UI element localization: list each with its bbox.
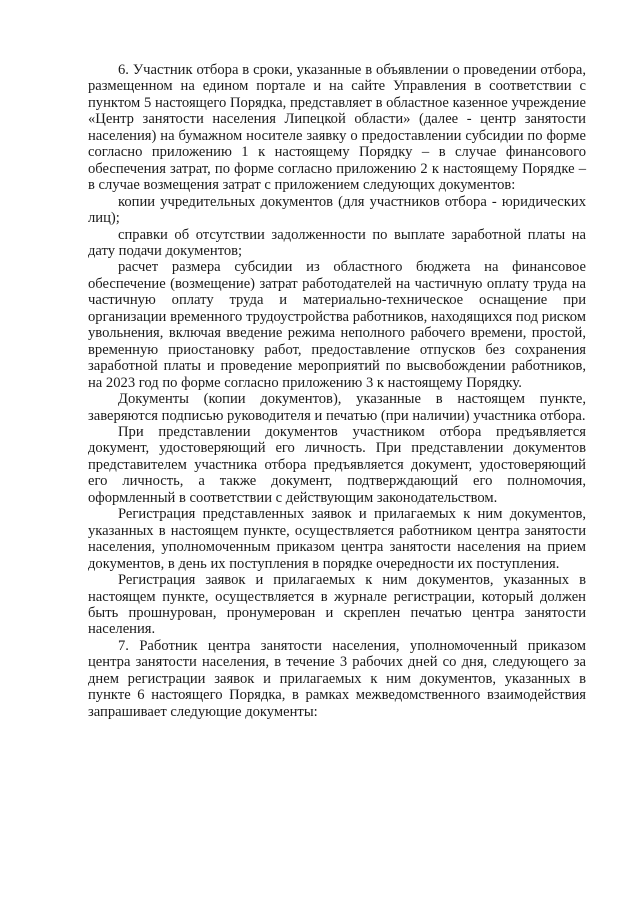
list-item-subsidy-calculation: расчет размера субсидии из областного бюджета на финансовое обеспечение (возмещение) затрат работодателей на частичную оплату труда на частичную оплату труда и материально-техническое оснащение при организации временного трудоустройства работников, находящихся под риском увольнения, включая введение режима неполного рабочего времени, простой, временную приостановку работ, предоставление отпусков без сохранения заработной платы и проведение мероприятий по высвобождении работников, на 2023 год по форме согласно приложению 3 к настоящему Порядку. <box>88 259 586 391</box>
paragraph-identity-documents: При представлении документов участником отбора предъявляется документ, удостоверяющий его личность. При представлении документов представителем участника отбора предъявляется документ, удостоверяющий его личность, а также документ, подтверждающий его полномочия, оформленный в соответствии с действующим законодательством. <box>88 423 586 506</box>
paragraph-registration-procedure: Регистрация представленных заявок и прилагаемых к ним документов, указанных в настоящем пункте, осуществляется работником центра занятости населения, уполномоченным приказом центра занятости населения на прием документов, в день их поступления в порядке очередности их поступления. <box>88 506 586 572</box>
list-item-founding-documents: копии учредительных документов (для участников отбора - юридических лиц); <box>88 193 586 227</box>
paragraph-registration-journal: Регистрация заявок и прилагаемых к ним документов, указанных в настоящем пункте, осуществляется в журнале регистрации, который должен быть прошнурован, пронумерован и скреплен печатью центра занятости населения. <box>88 572 586 638</box>
document-page <box>88 62 586 720</box>
paragraph-item-6-submission: 6. Участник отбора в сроки, указанные в объявлении о проведении отбора, размещенном на едином портале и на сайте Управления в соответствии с пунктом 5 настоящего Порядка, представляет в областное казенное учреждение «Центр занятости населения Липецкой области» (далее - центр занятости населения) на бумажном носителе заявку о предоставлении субсидии по форме согласно приложению 1 к настоящему Порядку – в случае финансового обеспечения затрат, по форме согласно приложению 2 к настоящему Порядке – в случае возмещения затрат с приложением следующих документов: <box>88 62 586 194</box>
list-item-salary-debt-certificate: справки об отсутствии задолженности по выплате заработной платы на дату подачи документов; <box>88 226 586 259</box>
paragraph-document-certification: Документы (копии документов), указанные в настоящем пункте, заверяются подписью руководителя и печатью (при наличии) участника отбора. <box>88 391 586 424</box>
paragraph-item-7-interagency-requests: 7. Работник центра занятости населения, уполномоченный приказом центра занятости населения, в течение 3 рабочих дней со дня, следующего за днем регистрации заявок и прилагаемых к ним документов, указанных в пункте 6 настоящего Порядка, в рамках межведомственного взаимодействия запрашивает следующие документы: <box>88 637 586 720</box>
